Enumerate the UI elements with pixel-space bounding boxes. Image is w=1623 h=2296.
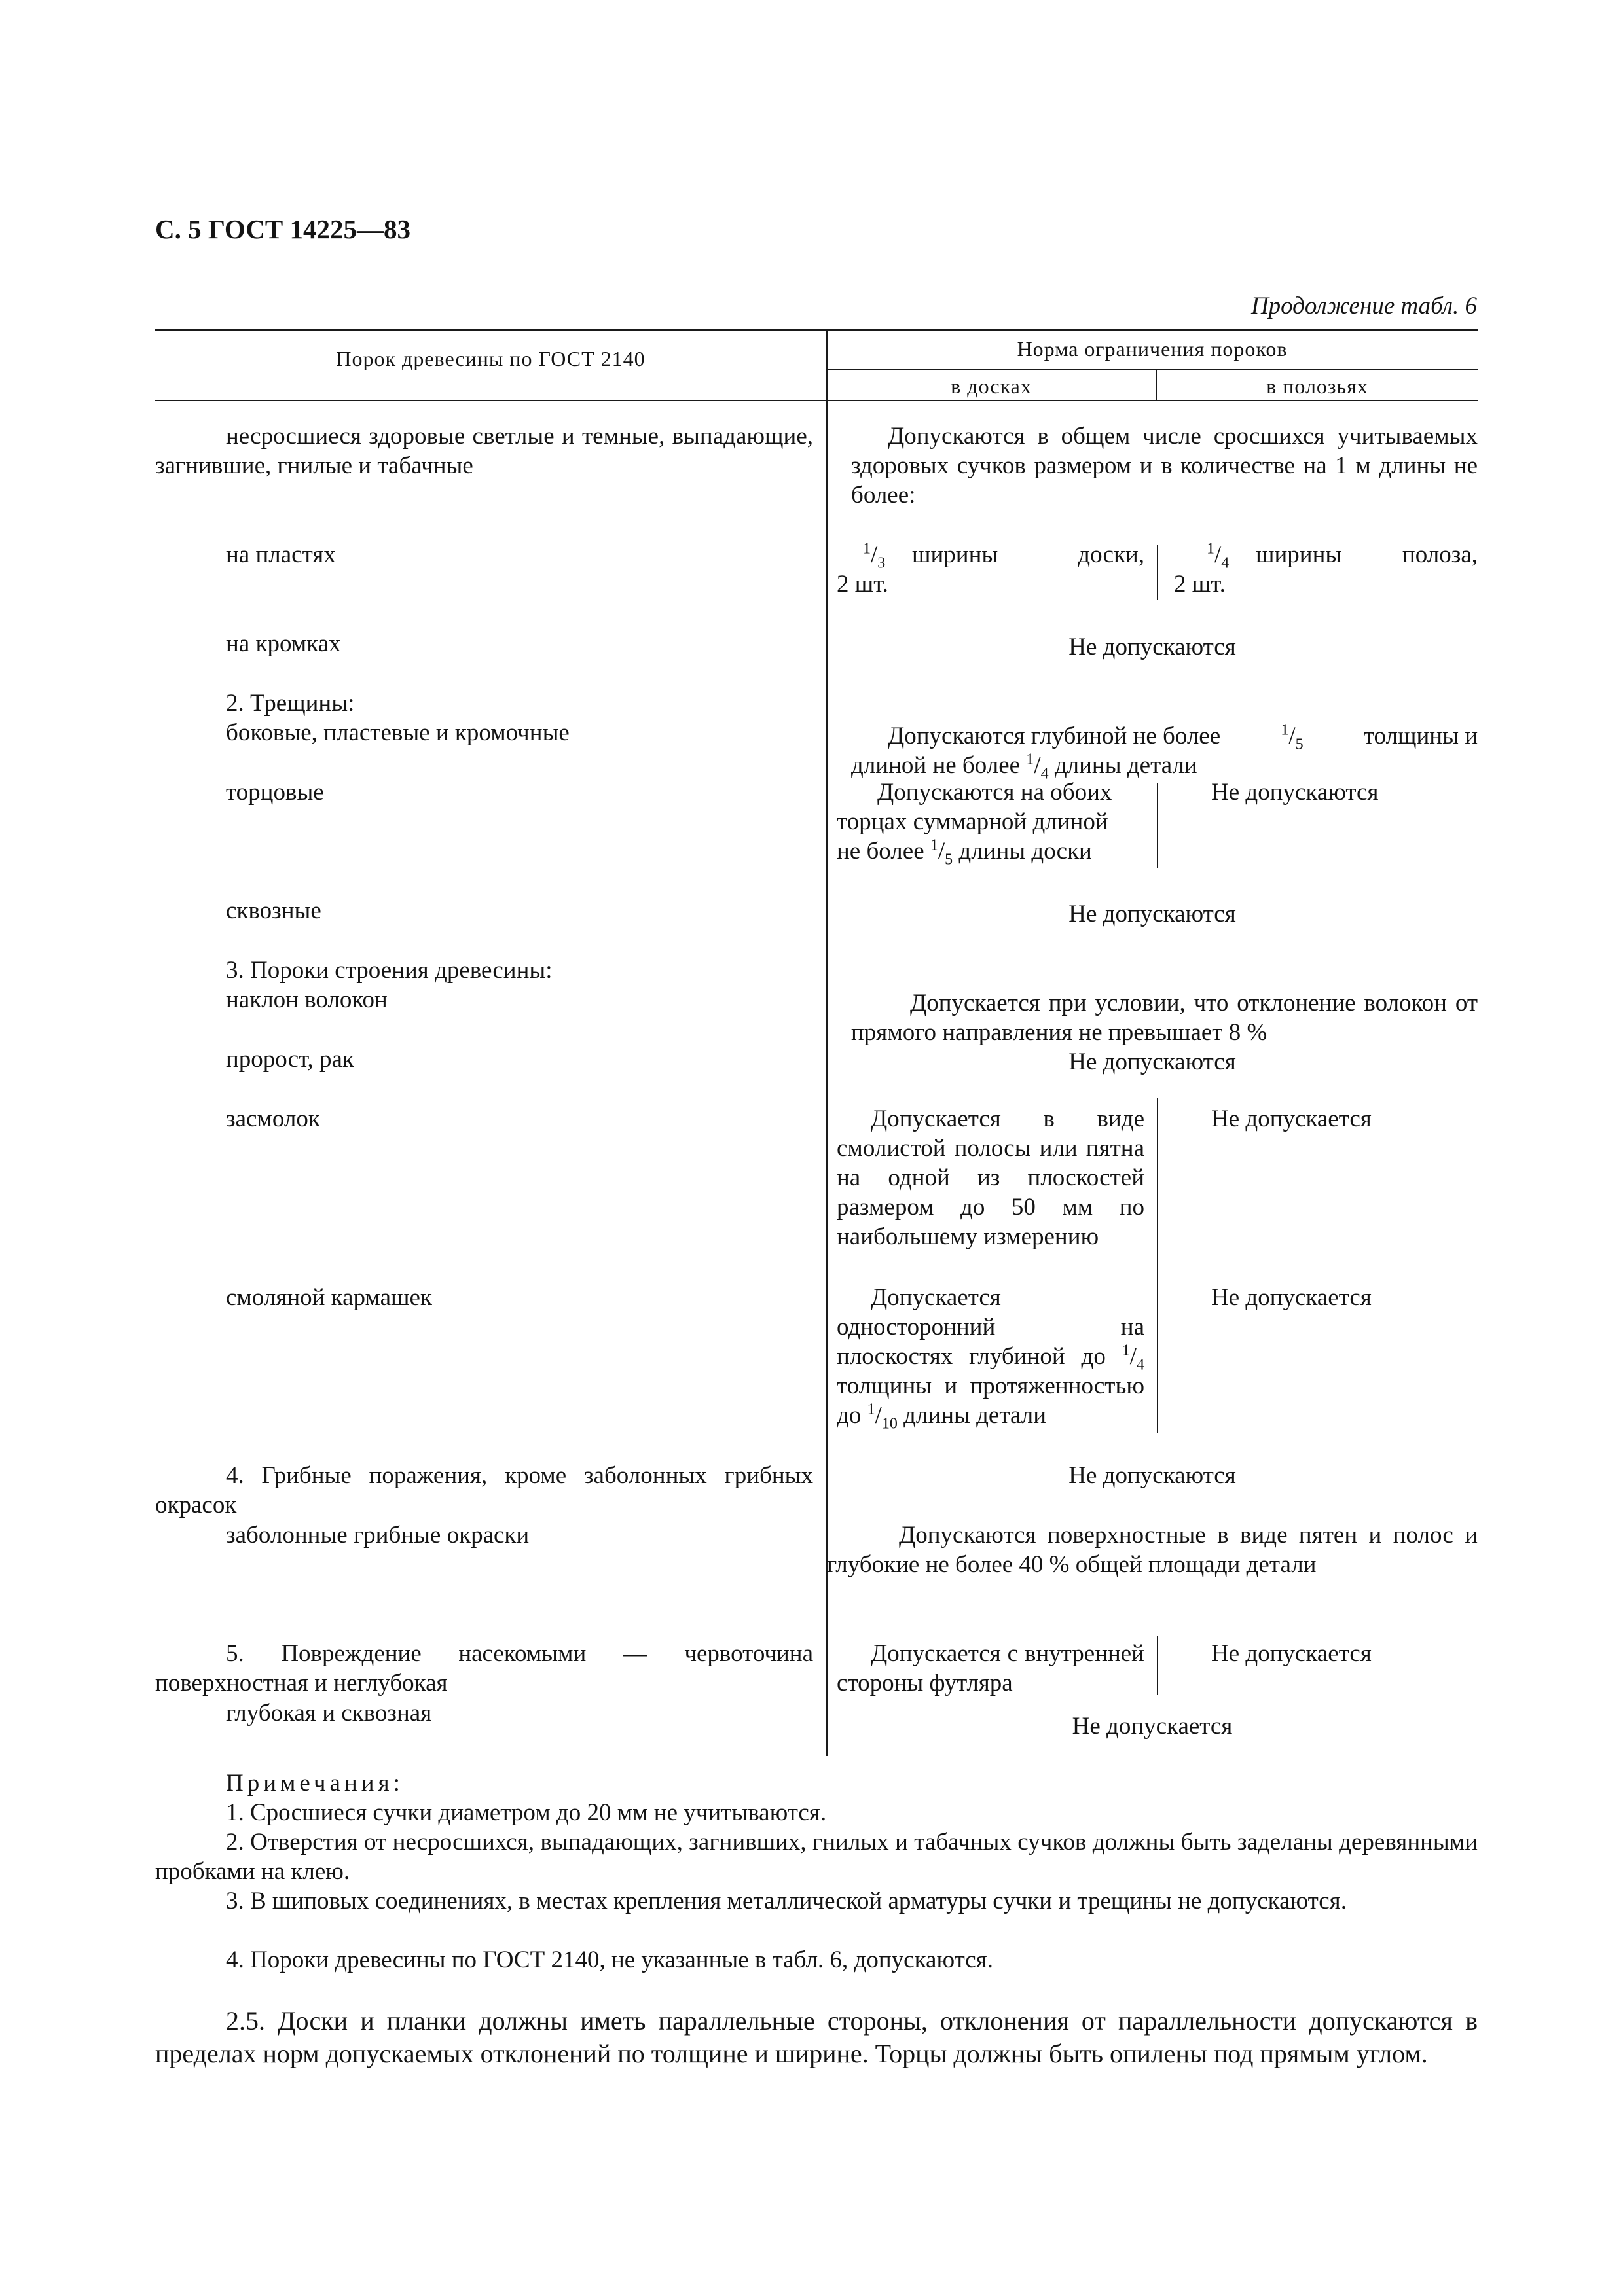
- row-deep-holes-left: глубокая и сквозная: [226, 1700, 432, 1727]
- row-end-cracks-runners: Не допускаются: [1211, 779, 1379, 806]
- row-through-cracks-left: сквозные: [226, 897, 321, 924]
- table-header-bottom-rule: [155, 400, 1478, 401]
- row-fungal-right: Не допускаются: [1068, 1462, 1236, 1489]
- row-through-cracks-right: Не допускаются: [1068, 901, 1236, 927]
- row-faces-boards: $^1/_3$ ширины доски, 2 шт.: [837, 540, 1144, 598]
- row-ingrowth-left: пророст, рак: [226, 1046, 354, 1073]
- row-resin-streak-left: засмолок: [226, 1105, 320, 1132]
- row-edges-left: на кромках: [226, 630, 341, 657]
- row-resin-pocket-left: смоляной кармашек: [226, 1284, 432, 1311]
- row-cracks-side-right: Допускаются глубиной не более $^1/_5$ толщины и длиной не более $^1/_4$ длины детали: [851, 721, 1478, 783]
- header-defect: Порок древесины по ГОСТ 2140: [336, 347, 646, 370]
- table-continuation-label: Продолжение табл. 6: [1250, 293, 1477, 319]
- page-header: С. 5 ГОСТ 14225—83: [155, 214, 411, 244]
- row-end-cracks-left: торцовые: [226, 779, 324, 806]
- row-fungal-left: 4. Грибные поражения, кроме заболонных грибных окрасок: [155, 1462, 813, 1518]
- row-resin-pocket-runners: Не допускается: [1211, 1284, 1372, 1311]
- row-resin-streak-boards: Допускается в виде смолистой полосы или пятна на одной из плоскостей размером до 50 мм по наибольшему измерению: [837, 1105, 1144, 1250]
- row-insects-runners: Не допускается: [1211, 1640, 1372, 1667]
- row-deep-holes-right: Не допускается: [1072, 1713, 1233, 1740]
- row-faces-divider: [1157, 545, 1158, 600]
- header-runners: в полозьях: [1266, 374, 1368, 398]
- row-end-cracks-divider: [1157, 783, 1158, 868]
- note-3: 3. В шиповых соединениях, в местах крепления металлической арматуры сучки и трещины не допускаются.: [226, 1888, 1347, 1914]
- row-ingrowth-right: Не допускаются: [1068, 1049, 1236, 1075]
- row-knots-unfused-left: несросшиеся здоровые светлые и темные, выпадающие, загнившие, гнилые и табачные: [155, 423, 813, 479]
- paragraph-2-5: 2.5. Доски и планки должны иметь параллельные стороны, отклонения от параллельности допускаются в пределах норм допускаемых отклонений по толщине и ширине. Торцы должны быть опилены под прямым углом.: [155, 2006, 1478, 2068]
- row-cracks-side-left: боковые, пластевые и кромочные: [226, 719, 570, 746]
- header-boards: в досках: [951, 374, 1032, 398]
- row-sapstain-left: заболонные грибные окраски: [226, 1522, 530, 1549]
- row-edges-right: Не допускаются: [1068, 634, 1236, 660]
- row-resin-pocket-boards: Допускается односторонний на плоскостях глубиной до $^1/_4$ толщины и протяженностью до $^1/_{10}$ длины детали: [837, 1284, 1145, 1433]
- row-insects-boards: Допускается с внутренней стороны футляра: [837, 1640, 1144, 1696]
- row-insects-divider: [1157, 1636, 1158, 1695]
- row-knots-unfused-right: Допускаются в общем числе сросшихся учитываемых здоровых сучков размером и в количестве на 1 м длины не более:: [851, 423, 1478, 509]
- row-resin-streak-runners: Не допускается: [1211, 1105, 1372, 1132]
- row-grain-slope-right: Допускается при условии, что отклонение волокон от прямого направления не превышает 8 %: [851, 990, 1478, 1046]
- note-1: 1. Сросшиеся сучки диаметром до 20 мм не учитываются.: [226, 1799, 827, 1826]
- notes-title: Примечания:: [226, 1770, 404, 1797]
- row-end-cracks-boards: Допускаются на обоих торцах суммарной длиной не более $^1/_5$ длины доски: [837, 779, 1112, 869]
- row-resin-pocket-divider: [1157, 1283, 1158, 1433]
- table-top-rule: [155, 329, 1478, 331]
- table-header-mid-rule: [827, 369, 1478, 370]
- note-2: 2. Отверстия от несросшихся, выпадающих, загнивших, гнилых и табачных сучков должны быть заделаны деревянными пробками на клею.: [155, 1829, 1478, 1885]
- note-4: 4. Пороки древесины по ГОСТ 2140, не указанные в табл. 6, допускаются.: [226, 1946, 993, 1973]
- row-faces-runners: $^1/_4$ ширины полоза, 2 шт.: [1174, 540, 1478, 598]
- row-structure-title: 3. Пороки строения древесины:: [226, 957, 553, 984]
- row-cracks-title: 2. Трещины:: [226, 690, 355, 717]
- row-grain-slope-left: наклон волокон: [226, 986, 388, 1013]
- row-faces-left: на пластях: [226, 541, 336, 568]
- row-sapstain-right: Допускаются поверхностные в виде пятен и полос и глубокие не более 40 % общей площади детали: [827, 1522, 1478, 1578]
- row-insects-left: 5. Повреждение насекомыми — червоточина поверхностная и неглубокая: [155, 1640, 813, 1696]
- header-norm: Норма ограничения пороков: [1017, 337, 1288, 361]
